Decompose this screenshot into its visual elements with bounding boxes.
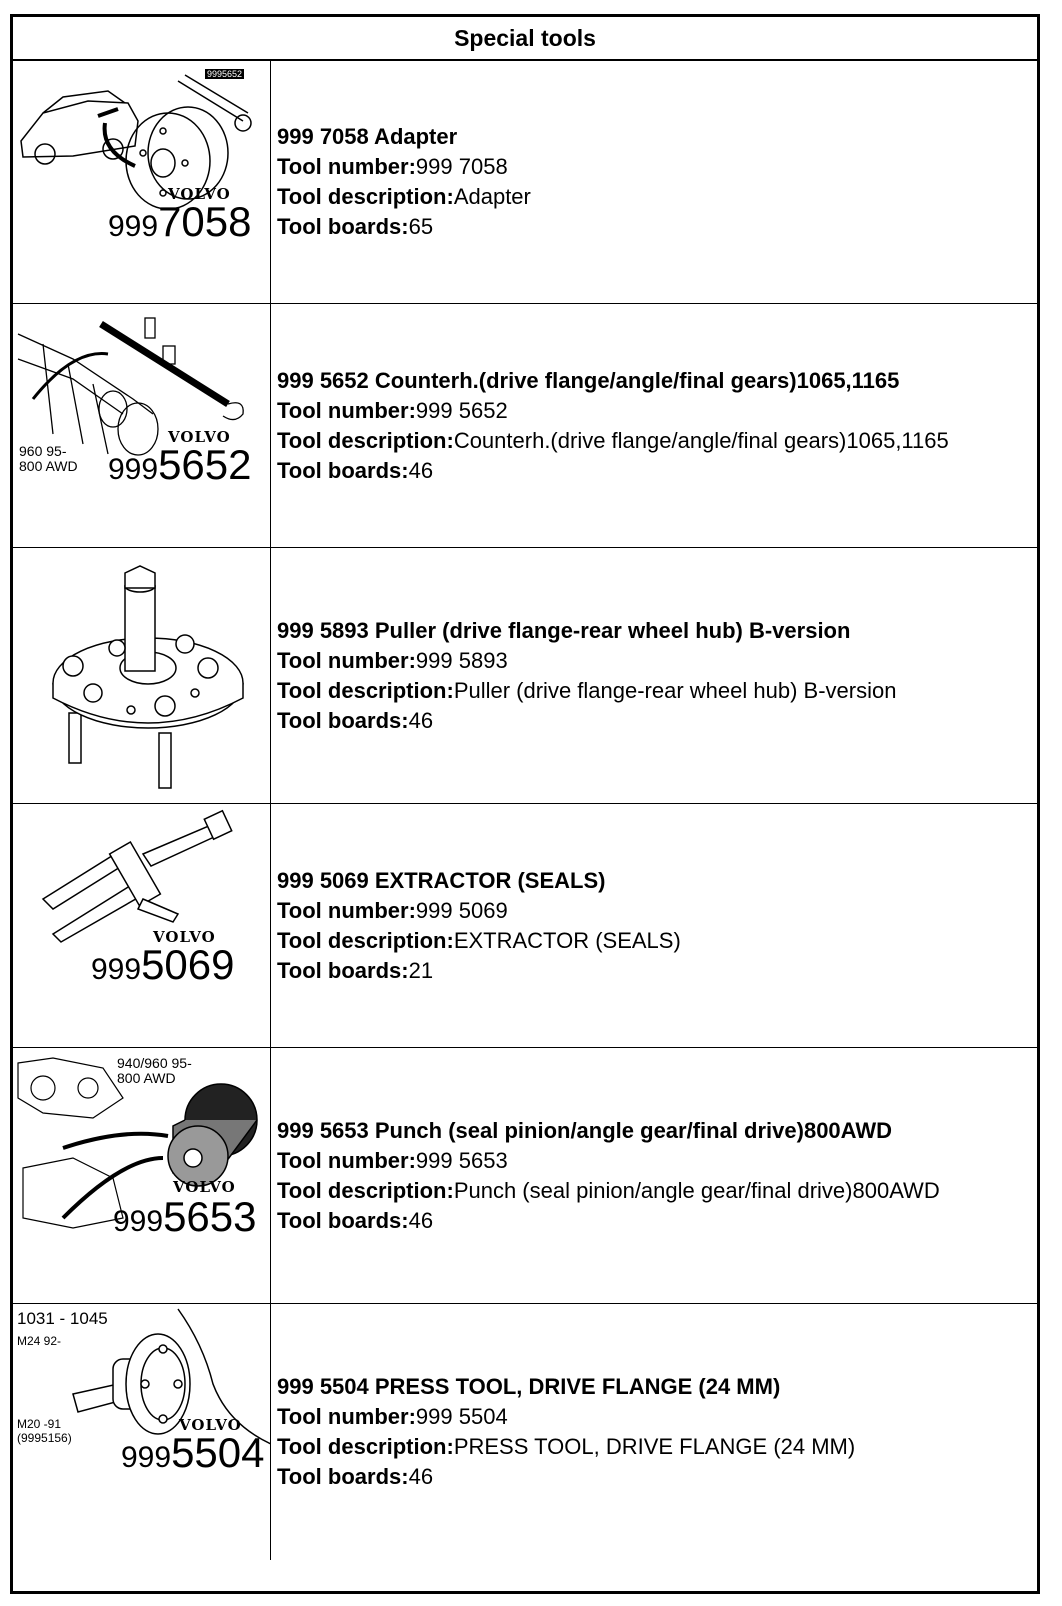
tool-illustration-5652 [13,304,271,547]
volvo-logo: VOLVO [153,928,216,946]
tool-description-value: Punch (seal pinion/angle gear/final drive)800AWD [453,1177,940,1203]
tool-heading: 999 7058 Adapter [277,124,458,149]
tool-boards-value: 65 [408,214,434,239]
tool-boards-value: 21 [408,957,434,983]
tool-boards-line: Tool boards:46 [277,457,434,483]
tool-code-label: 9997058 [108,198,252,245]
tool-row [13,548,1037,804]
table-title: Special tools [454,24,596,51]
tool-illustration-5069 [13,804,271,1047]
tool-description-line: Tool description:Punch (seal pinion/angle gear/final drive)800AWD [277,1177,940,1203]
volvo-logo: VOLVO [173,1178,236,1196]
volvo-logo: VOLVO [179,1416,242,1434]
tool-description-value: Counterh.(drive flange/angle/final gears)1065,1165 [453,427,949,453]
tool-code-label: 9995652 [108,441,252,488]
tool-info [271,61,1037,303]
tool-illustration-5893 [13,548,271,803]
application-note: (9995156) [17,1431,72,1445]
tool-number-value: 999 5069 [415,897,508,923]
tool-boards-line: Tool boards:46 [277,1464,434,1489]
tool-description-line: Tool description:EXTRACTOR (SEALS) [277,927,681,953]
tool-heading: 999 5504 PRESS TOOL, DRIVE FLANGE (24 MM) [277,1374,781,1399]
application-note: 800 AWD [19,458,78,474]
tool-info [271,1304,1037,1560]
adapter-drawing [13,61,271,303]
tool-number-line: Tool number:999 5653 [277,1147,508,1173]
extractor-drawing [13,804,271,1047]
volvo-logo: VOLVO [168,428,231,446]
tool-number-line: Tool number:999 5893 [277,647,508,673]
tool-info [271,548,1037,803]
application-note: M20 -91 [17,1417,62,1431]
tool-info [271,304,1037,547]
tool-heading: 999 5069 EXTRACTOR (SEALS) [277,867,606,893]
tool-illustration-5504 [13,1304,271,1560]
application-note: 1031 - 1045 [17,1309,108,1328]
tool-row [13,61,1037,304]
tool-number-line: Tool number:999 5652 [277,397,508,423]
tool-row [13,1304,1037,1560]
tool-boards-value: 46 [408,707,434,733]
tool-number-value: 999 5504 [415,1404,508,1429]
tool-info [271,1048,1037,1303]
tool-number-value: 999 5893 [415,647,508,673]
tool-boards-line: Tool boards:46 [277,1207,434,1233]
counterhold-drawing [13,304,271,547]
tool-boards-line: Tool boards:46 [277,707,434,733]
tool-description-value: PRESS TOOL, DRIVE FLANGE (24 MM) [453,1434,856,1459]
tool-description-value: Adapter [453,184,531,209]
tool-heading: 999 5653 Punch (seal pinion/angle gear/final drive)800AWD [277,1117,892,1143]
tool-tag: 9995652 [207,69,243,79]
tool-illustration-7058 [13,61,271,303]
application-note: 800 AWD [117,1070,176,1086]
tool-code-label: 9995504 [121,1429,265,1476]
tool-number-value: 999 7058 [415,154,508,179]
tool-description-line: Tool description:Counterh.(drive flange/angle/final gears)1065,1165 [277,427,949,453]
application-note: M24 92- [17,1334,62,1348]
tool-code-label: 9995069 [91,941,235,988]
tool-boards-value: 46 [408,457,434,483]
tool-description-line: Tool description:Adapter [277,184,531,209]
tool-boards-line: Tool boards:65 [277,214,434,239]
tool-number-line: Tool number:999 7058 [277,154,508,179]
table-header [13,17,1037,61]
puller-drawing [13,548,271,803]
tool-number-line: Tool number:999 5069 [277,897,508,923]
tool-illustration-5653 [13,1048,271,1303]
tool-heading: 999 5893 Puller (drive flange-rear wheel hub) B-version [277,617,851,643]
tool-number-line: Tool number:999 5504 [277,1404,508,1429]
tool-row [13,804,1037,1048]
tool-row [13,304,1037,548]
tool-boards-value: 46 [408,1207,434,1233]
tool-boards-line: Tool boards:21 [277,957,434,983]
application-note: 940/960 95- [117,1055,192,1071]
application-note: 960 95- [19,443,67,459]
tool-info [271,804,1037,1047]
special-tools-table [10,14,1040,1594]
volvo-logo: VOLVO [168,185,231,203]
tool-boards-value: 46 [408,1464,434,1489]
tool-number-value: 999 5652 [415,397,508,423]
tool-row [13,1048,1037,1304]
tool-description-value: EXTRACTOR (SEALS) [453,927,681,953]
tool-description-line: Tool description:Puller (drive flange-rear wheel hub) B-version [277,677,897,703]
punch-drawing [13,1048,271,1303]
tool-number-value: 999 5653 [415,1147,508,1173]
tool-description-line: Tool description:PRESS TOOL, DRIVE FLANGE (24 MM) [277,1434,856,1459]
tool-code-label: 9995653 [113,1193,257,1240]
tool-description-value: Puller (drive flange-rear wheel hub) B-version [453,677,897,703]
tool-heading: 999 5652 Counterh.(drive flange/angle/final gears)1065,1165 [277,367,900,393]
